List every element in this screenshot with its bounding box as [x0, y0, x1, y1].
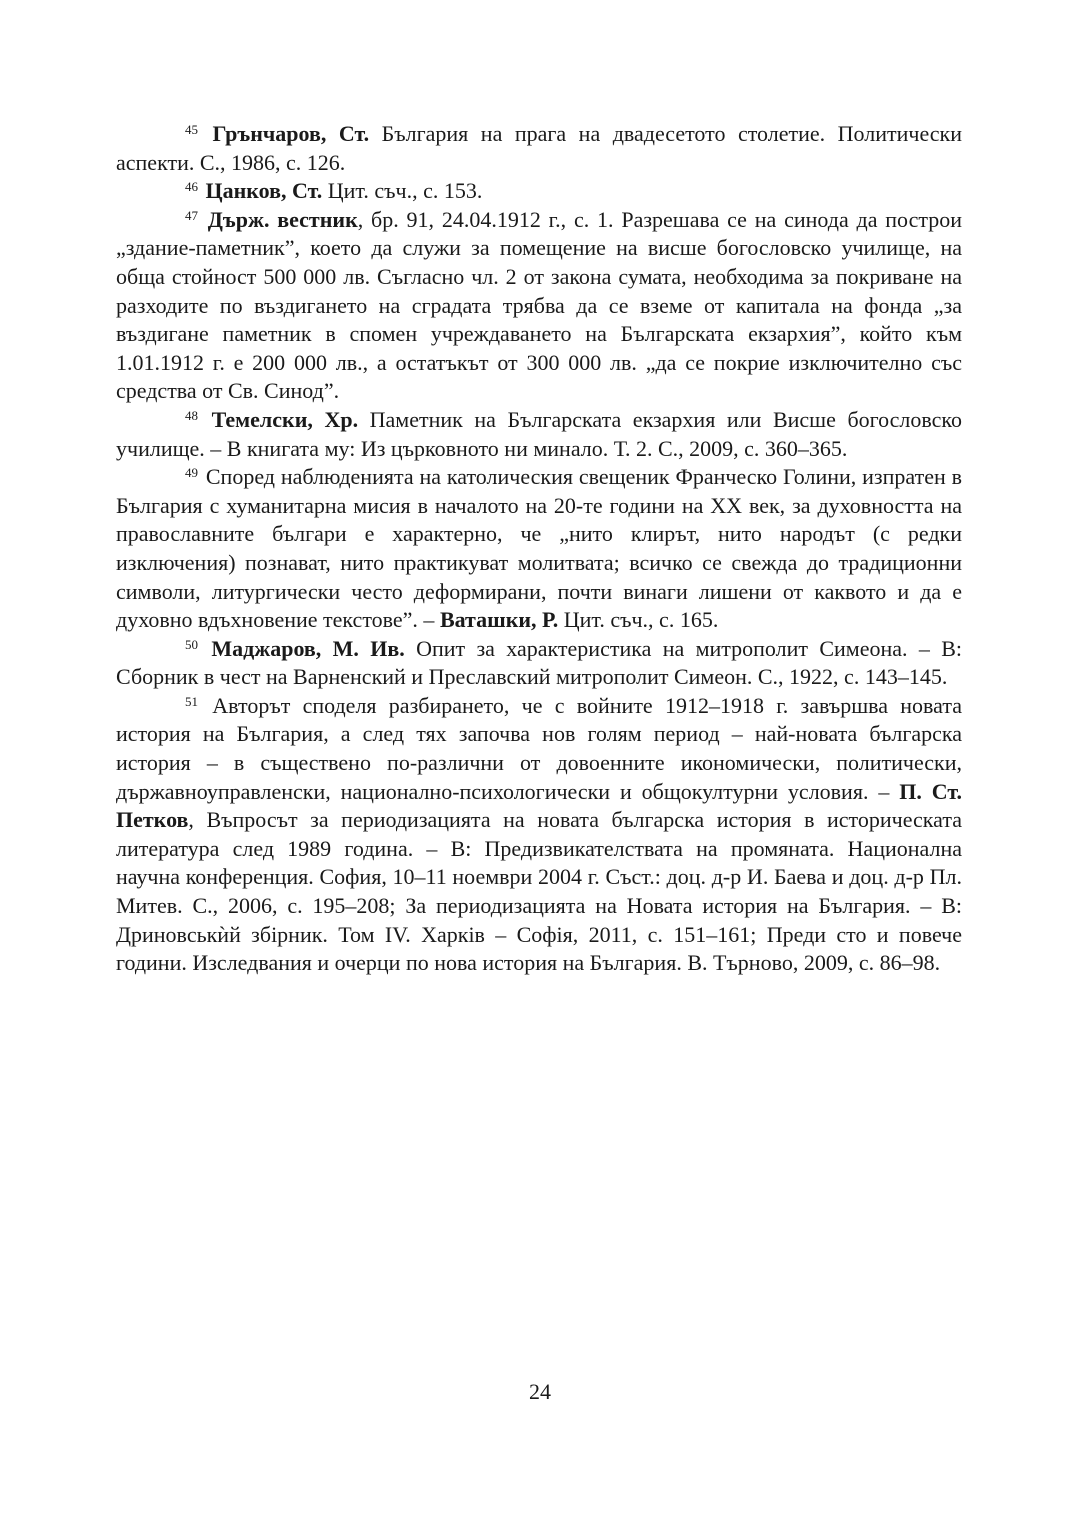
- footnote: [116, 635, 962, 692]
- footnote: [116, 120, 962, 177]
- footnote: [116, 177, 962, 206]
- footnote-number: 45: [185, 122, 198, 137]
- footnote-text: Паметник на Българската екзархия или Висше богословско училище. – В книгата му: Из църковното ни минало. Т. 2. С., 2009, с. 360–365.: [116, 406, 963, 461]
- footnote-text: , бр. 91, 24.04.1912 г., с. 1. Разрешава се на синода да построи „здание-паметник”, което да служи за помещение на висше богословско училище, на обща стойност 500 000 лв. Съгласно чл. 2 от закона сумата, необходима за покриване на разходите по въздигането на сградата трябва да се вземе от капитала на фонда „за въздигане паметник в спомен учреждаването на Българската екзархия”, който към 1.01.1912 г. е 200 000 лв., а остатъкът от 300 000 лв. „да се покрие изключително със средства от Св. Синод”.: [116, 206, 962, 404]
- footnote-text: Цит. съч., с. 153.: [322, 178, 483, 204]
- footnote-author: Маджаров, М. Ив.: [211, 635, 405, 661]
- footnote-text: Според наблюденията на католическия свещеник Франческо Голини, изпратен в България с хуманитарна мисия в началото на 20-те години на ХХ век, за духовността на православните българи е характерно, че „нито клирът, нито народът (с редки изключения) познават, нито практикуват молитвата; всичко се свежда до традиционни символи, литургически често деформирани, почти винаги лишени от каквото и да е духовно вдъхновение текстове”. –: [116, 464, 962, 633]
- footnote-text: Авторът споделя разбирането, че с войните 1912–1918 г. завършва новата история на България, а след тях започва нов голям период – най-новата българска история – в съществено по-различни от довоенните икономически, политически, държавноуправленски, национално-психологически и общокултурни условия. –: [116, 692, 962, 804]
- footnote-author: П. Ст. Петков: [116, 778, 962, 833]
- footnote-source: Държ. вестник: [207, 206, 358, 232]
- footnote-text: Опит за характеристика на митрополит Симеона. – В: Сборник в чест на Варненский и Преславский митрополит Симеон. С., 1922, с. 143–145.: [116, 635, 963, 690]
- footnote: [116, 406, 962, 463]
- footnote-text: , Въпросът за периодизацията на новата българска история в историческата литература след 1989 година. – В: Предизвикателствата на промяната. Национална научна конференция. София, 10–11 ноември 2004 г. Съст.: доц. д-р И. Баева и доц. д-р Пл. Митев. С., 2006, с. 195–208; За периодизацията на Новата история на България. – В: Дриновськѝй збірник. Том IV. Харків – Софія, 2011, с. 151–161; Преди сто и повече години. Изследвания и очерци по нова история на България. В. Търново, 2009, с. 86–98.: [116, 807, 962, 976]
- footnote-number: 50: [185, 636, 198, 652]
- footnote-number: 47: [185, 207, 198, 223]
- page-number: 24: [529, 1379, 551, 1404]
- footnote-author: Ваташки, Р.: [439, 607, 559, 633]
- footnote-number: 51: [185, 693, 198, 709]
- footnote-author: Грънчаров, Ст.: [212, 121, 370, 146]
- footnote-text: Цит. съч., с. 165.: [558, 607, 719, 633]
- footnote-number: 49: [185, 465, 198, 481]
- footnote: [116, 463, 962, 635]
- footnote-number: 46: [185, 179, 198, 195]
- footnote: [116, 206, 962, 406]
- footnote-number: 48: [185, 407, 198, 423]
- footnote-text: България на прага на двадесетото столетие. Политически аспекти. С., 1986, с. 126.: [116, 121, 963, 175]
- footnotes: [116, 120, 962, 978]
- footnote-author: Темелски, Хр.: [211, 406, 359, 432]
- footnote: [116, 692, 962, 978]
- footnote-author: Цанков, Ст.: [205, 178, 323, 204]
